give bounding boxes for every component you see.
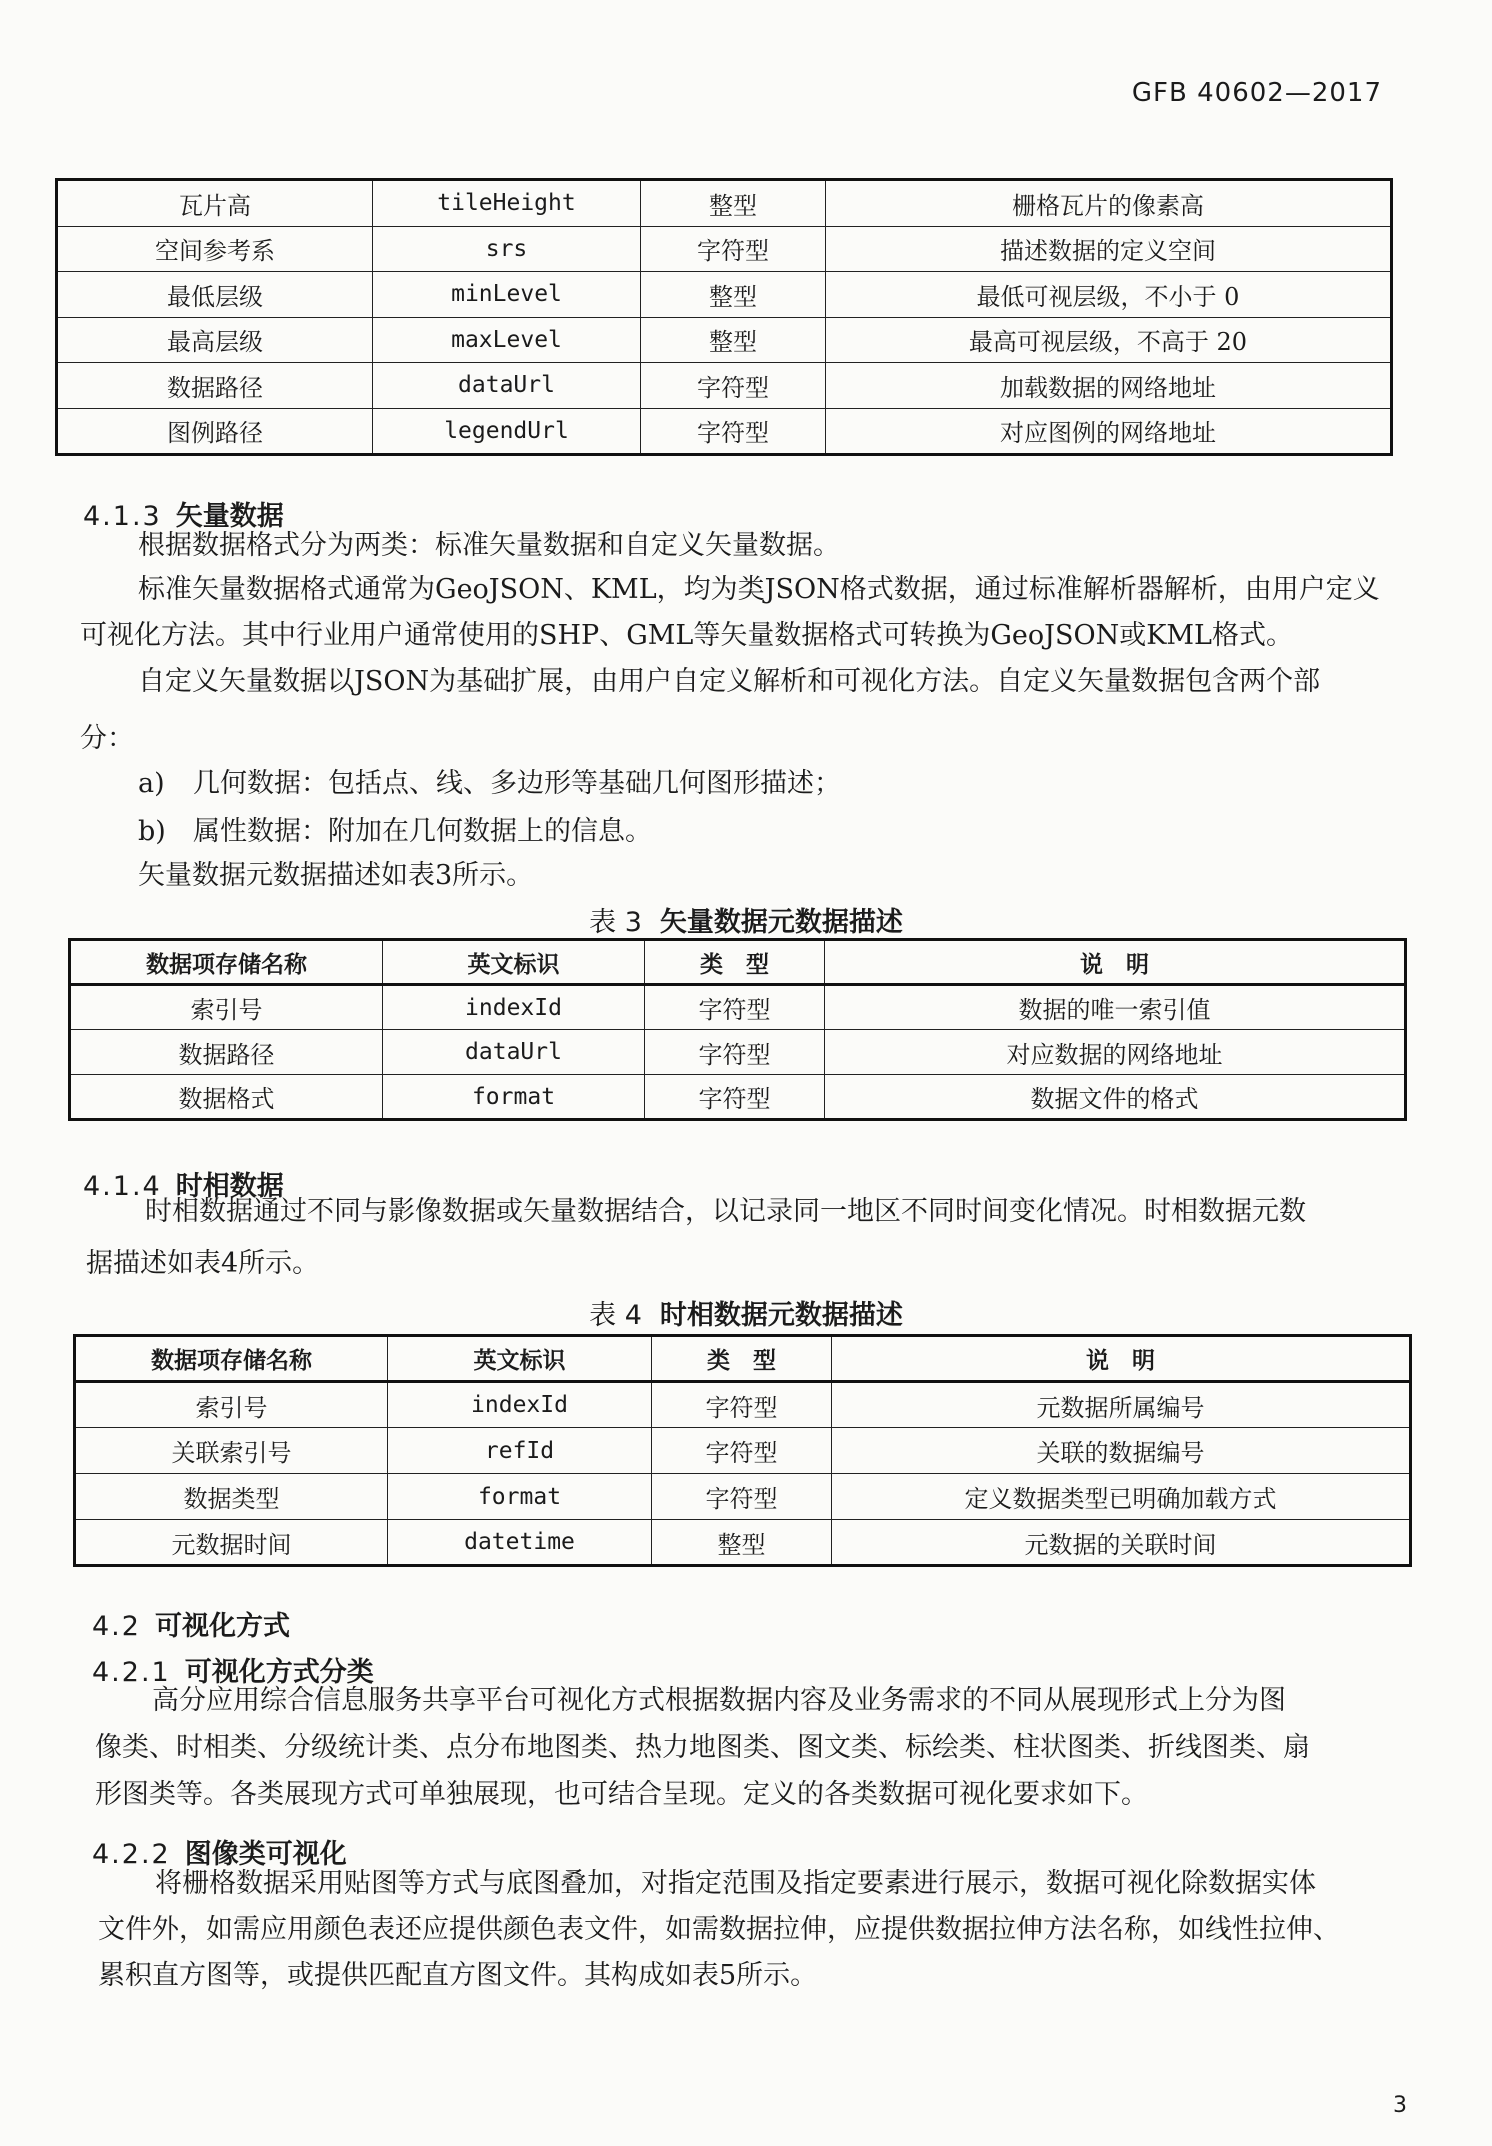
paragraph-line: 分： <box>80 723 134 754</box>
table-cell: 整型 <box>652 1520 832 1566</box>
section-title: 可视化方式 <box>154 1611 290 1642</box>
table-row <box>57 317 1392 363</box>
table-cell: 索引号 <box>75 1382 388 1428</box>
section-number: 4.1.3 <box>83 501 162 532</box>
paragraph-line: 形图类等。各类展现方式可单独展现，也可结合呈现。定义的各类数据可视化要求如下。 <box>95 1779 1148 1810</box>
paragraph-line: 标准矢量数据格式通常为GeoJSON、KML，均为类JSON格式数据，通过标准解析器解析，由用户定义 <box>138 574 1380 605</box>
table-header-row <box>75 1336 1411 1382</box>
table-cell: tileHeight <box>373 180 641 227</box>
table-number: 表 4 <box>589 1300 642 1331</box>
table-3 <box>68 938 1407 1121</box>
section-heading-4-2 <box>92 1604 290 1643</box>
paragraph-line: 文件外，如需应用颜色表还应提供颜色表文件，如需数据拉伸，应提供数据拉伸方法名称，如线性拉伸、 <box>98 1914 1340 1945</box>
column-header: 数据项存储名称 <box>75 1336 388 1382</box>
column-header: 英文标识 <box>383 940 645 985</box>
table-cell: maxLevel <box>373 317 641 363</box>
column-header: 说 明 <box>832 1336 1411 1382</box>
paragraph-line: 可视化方法。其中行业用户通常使用的SHP、GML等矢量数据格式可转换为GeoJSON或KML格式。 <box>80 620 1293 651</box>
table-row <box>57 363 1392 409</box>
table-cell: 加载数据的网络地址 <box>826 363 1392 409</box>
table-cell: 定义数据类型已明确加载方式 <box>832 1474 1411 1520</box>
column-header: 数据项存储名称 <box>70 940 383 985</box>
paragraph-line: 自定义矢量数据以JSON为基础扩展，由用户自定义解析和可视化方法。自定义矢量数据包含两个部 <box>138 666 1321 697</box>
section-number: 4.2.1 <box>92 1657 171 1688</box>
table-cell: format <box>388 1474 652 1520</box>
paragraph-line: 将栅格数据采用贴图等方式与底图叠加，对指定范围及指定要素进行展示，数据可视化除数据实体 <box>155 1868 1316 1899</box>
section-number: 4.2.2 <box>92 1839 171 1870</box>
table-title: 时相数据元数据描述 <box>659 1300 903 1331</box>
column-header: 类 型 <box>645 940 825 985</box>
paragraph-line: 累积直方图等，或提供匹配直方图文件。其构成如表5所示。 <box>98 1960 818 1991</box>
table-row <box>70 1030 1406 1075</box>
section-title: 可视化方式分类 <box>184 1657 374 1688</box>
table-cell: srs <box>373 226 641 272</box>
section-title: 时相数据 <box>175 1171 284 1202</box>
table-row <box>70 1075 1406 1120</box>
table-row <box>57 226 1392 272</box>
table-row <box>75 1382 1411 1428</box>
table-cell: 描述数据的定义空间 <box>826 226 1392 272</box>
table-cell: 字符型 <box>641 408 826 455</box>
table-cell: 元数据所属编号 <box>832 1382 1411 1428</box>
table-cell: 字符型 <box>652 1428 832 1474</box>
section-number: 4.1.4 <box>83 1171 162 1202</box>
table-cell: 数据路径 <box>70 1030 383 1075</box>
table-cell: datetime <box>388 1520 652 1566</box>
table-cell: 整型 <box>641 272 826 318</box>
table-cell: 数据文件的格式 <box>825 1075 1406 1120</box>
list-item <box>138 760 1458 808</box>
table-cell: dataUrl <box>373 363 641 409</box>
table-row <box>75 1428 1411 1474</box>
table-row <box>70 985 1406 1030</box>
table-4 <box>73 1334 1412 1567</box>
table-cell: indexId <box>388 1382 652 1428</box>
table-caption <box>0 1293 1492 1332</box>
table-row <box>75 1520 1411 1566</box>
paragraph-line: 像类、时相类、分级统计类、点分布地图类、热力地图类、图文类、标绘类、柱状图类、折线图类、扇 <box>95 1732 1310 1763</box>
table-cell: 整型 <box>641 180 826 227</box>
table-cell: 字符型 <box>652 1474 832 1520</box>
table-cell: 索引号 <box>70 985 383 1030</box>
table-cell: 数据路径 <box>57 363 373 409</box>
table-cell: 关联索引号 <box>75 1428 388 1474</box>
paragraph-line: 据描述如表4所示。 <box>86 1248 320 1279</box>
table-cell: 字符型 <box>645 1075 825 1120</box>
table-cell: 最高可视层级，不高于 20 <box>826 317 1392 363</box>
table-row <box>75 1474 1411 1520</box>
table-row <box>57 408 1392 455</box>
list-item-text: 属性数据：附加在几何数据上的信息。 <box>193 816 652 847</box>
table-cell: 对应图例的网络地址 <box>826 408 1392 455</box>
table-cell: 字符型 <box>641 363 826 409</box>
table-cell: dataUrl <box>383 1030 645 1075</box>
table-cell: 对应数据的网络地址 <box>825 1030 1406 1075</box>
column-header: 说 明 <box>825 940 1406 985</box>
table-cell: 最低可视层级，不小于 0 <box>826 272 1392 318</box>
paragraph-line: 时相数据通过不同与影像数据或矢量数据结合，以记录同一地区不同时间变化情况。时相数据元数 <box>145 1196 1306 1227</box>
section-title: 图像类可视化 <box>184 1839 347 1870</box>
table-cell: 字符型 <box>641 226 826 272</box>
table-2-continued <box>55 178 1393 456</box>
table-header-row <box>70 940 1406 985</box>
list-item <box>138 808 1458 856</box>
table-cell: 关联的数据编号 <box>832 1428 1411 1474</box>
table-cell: 数据的唯一索引值 <box>825 985 1406 1030</box>
table-cell: 瓦片高 <box>57 180 373 227</box>
table-cell: 最低层级 <box>57 272 373 318</box>
page-number: 3 <box>1393 2093 1407 2118</box>
table-cell: 整型 <box>641 317 826 363</box>
table-row <box>57 180 1392 227</box>
table-row <box>57 272 1392 318</box>
table-cell: 最高层级 <box>57 317 373 363</box>
table-cell: 元数据的关联时间 <box>832 1520 1411 1566</box>
table-cell: minLevel <box>373 272 641 318</box>
table-cell: legendUrl <box>373 408 641 455</box>
table-cell: 字符型 <box>652 1382 832 1428</box>
section-title: 矢量数据 <box>175 501 284 532</box>
paragraph: 根据数据格式分为两类：标准矢量数据和自定义矢量数据。 <box>138 530 840 561</box>
section-number: 4.2 <box>92 1611 141 1642</box>
list-marker: a) <box>138 768 165 799</box>
table-number: 表 3 <box>589 907 642 938</box>
paragraph-line: 高分应用综合信息服务共享平台可视化方式根据数据内容及业务需求的不同从展现形式上分为图 <box>152 1685 1286 1716</box>
list-item-text: 几何数据：包括点、线、多边形等基础几何图形描述； <box>193 768 841 799</box>
column-header: 英文标识 <box>388 1336 652 1382</box>
table-cell: format <box>383 1075 645 1120</box>
table-cell: indexId <box>383 985 645 1030</box>
table-cell: 字符型 <box>645 1030 825 1075</box>
paragraph: 矢量数据元数据描述如表3所示。 <box>138 860 534 891</box>
table-cell: refId <box>388 1428 652 1474</box>
list-marker: b) <box>138 816 166 847</box>
table-cell: 数据类型 <box>75 1474 388 1520</box>
table-cell: 元数据时间 <box>75 1520 388 1566</box>
table-cell: 数据格式 <box>70 1075 383 1120</box>
column-header: 类 型 <box>652 1336 832 1382</box>
table-cell: 空间参考系 <box>57 226 373 272</box>
table-caption <box>0 900 1492 939</box>
table-cell: 栅格瓦片的像素高 <box>826 180 1392 227</box>
document-code: GFB 40602—2017 <box>1131 78 1382 108</box>
table-cell: 字符型 <box>645 985 825 1030</box>
table-cell: 图例路径 <box>57 408 373 455</box>
table-title: 矢量数据元数据描述 <box>659 907 903 938</box>
